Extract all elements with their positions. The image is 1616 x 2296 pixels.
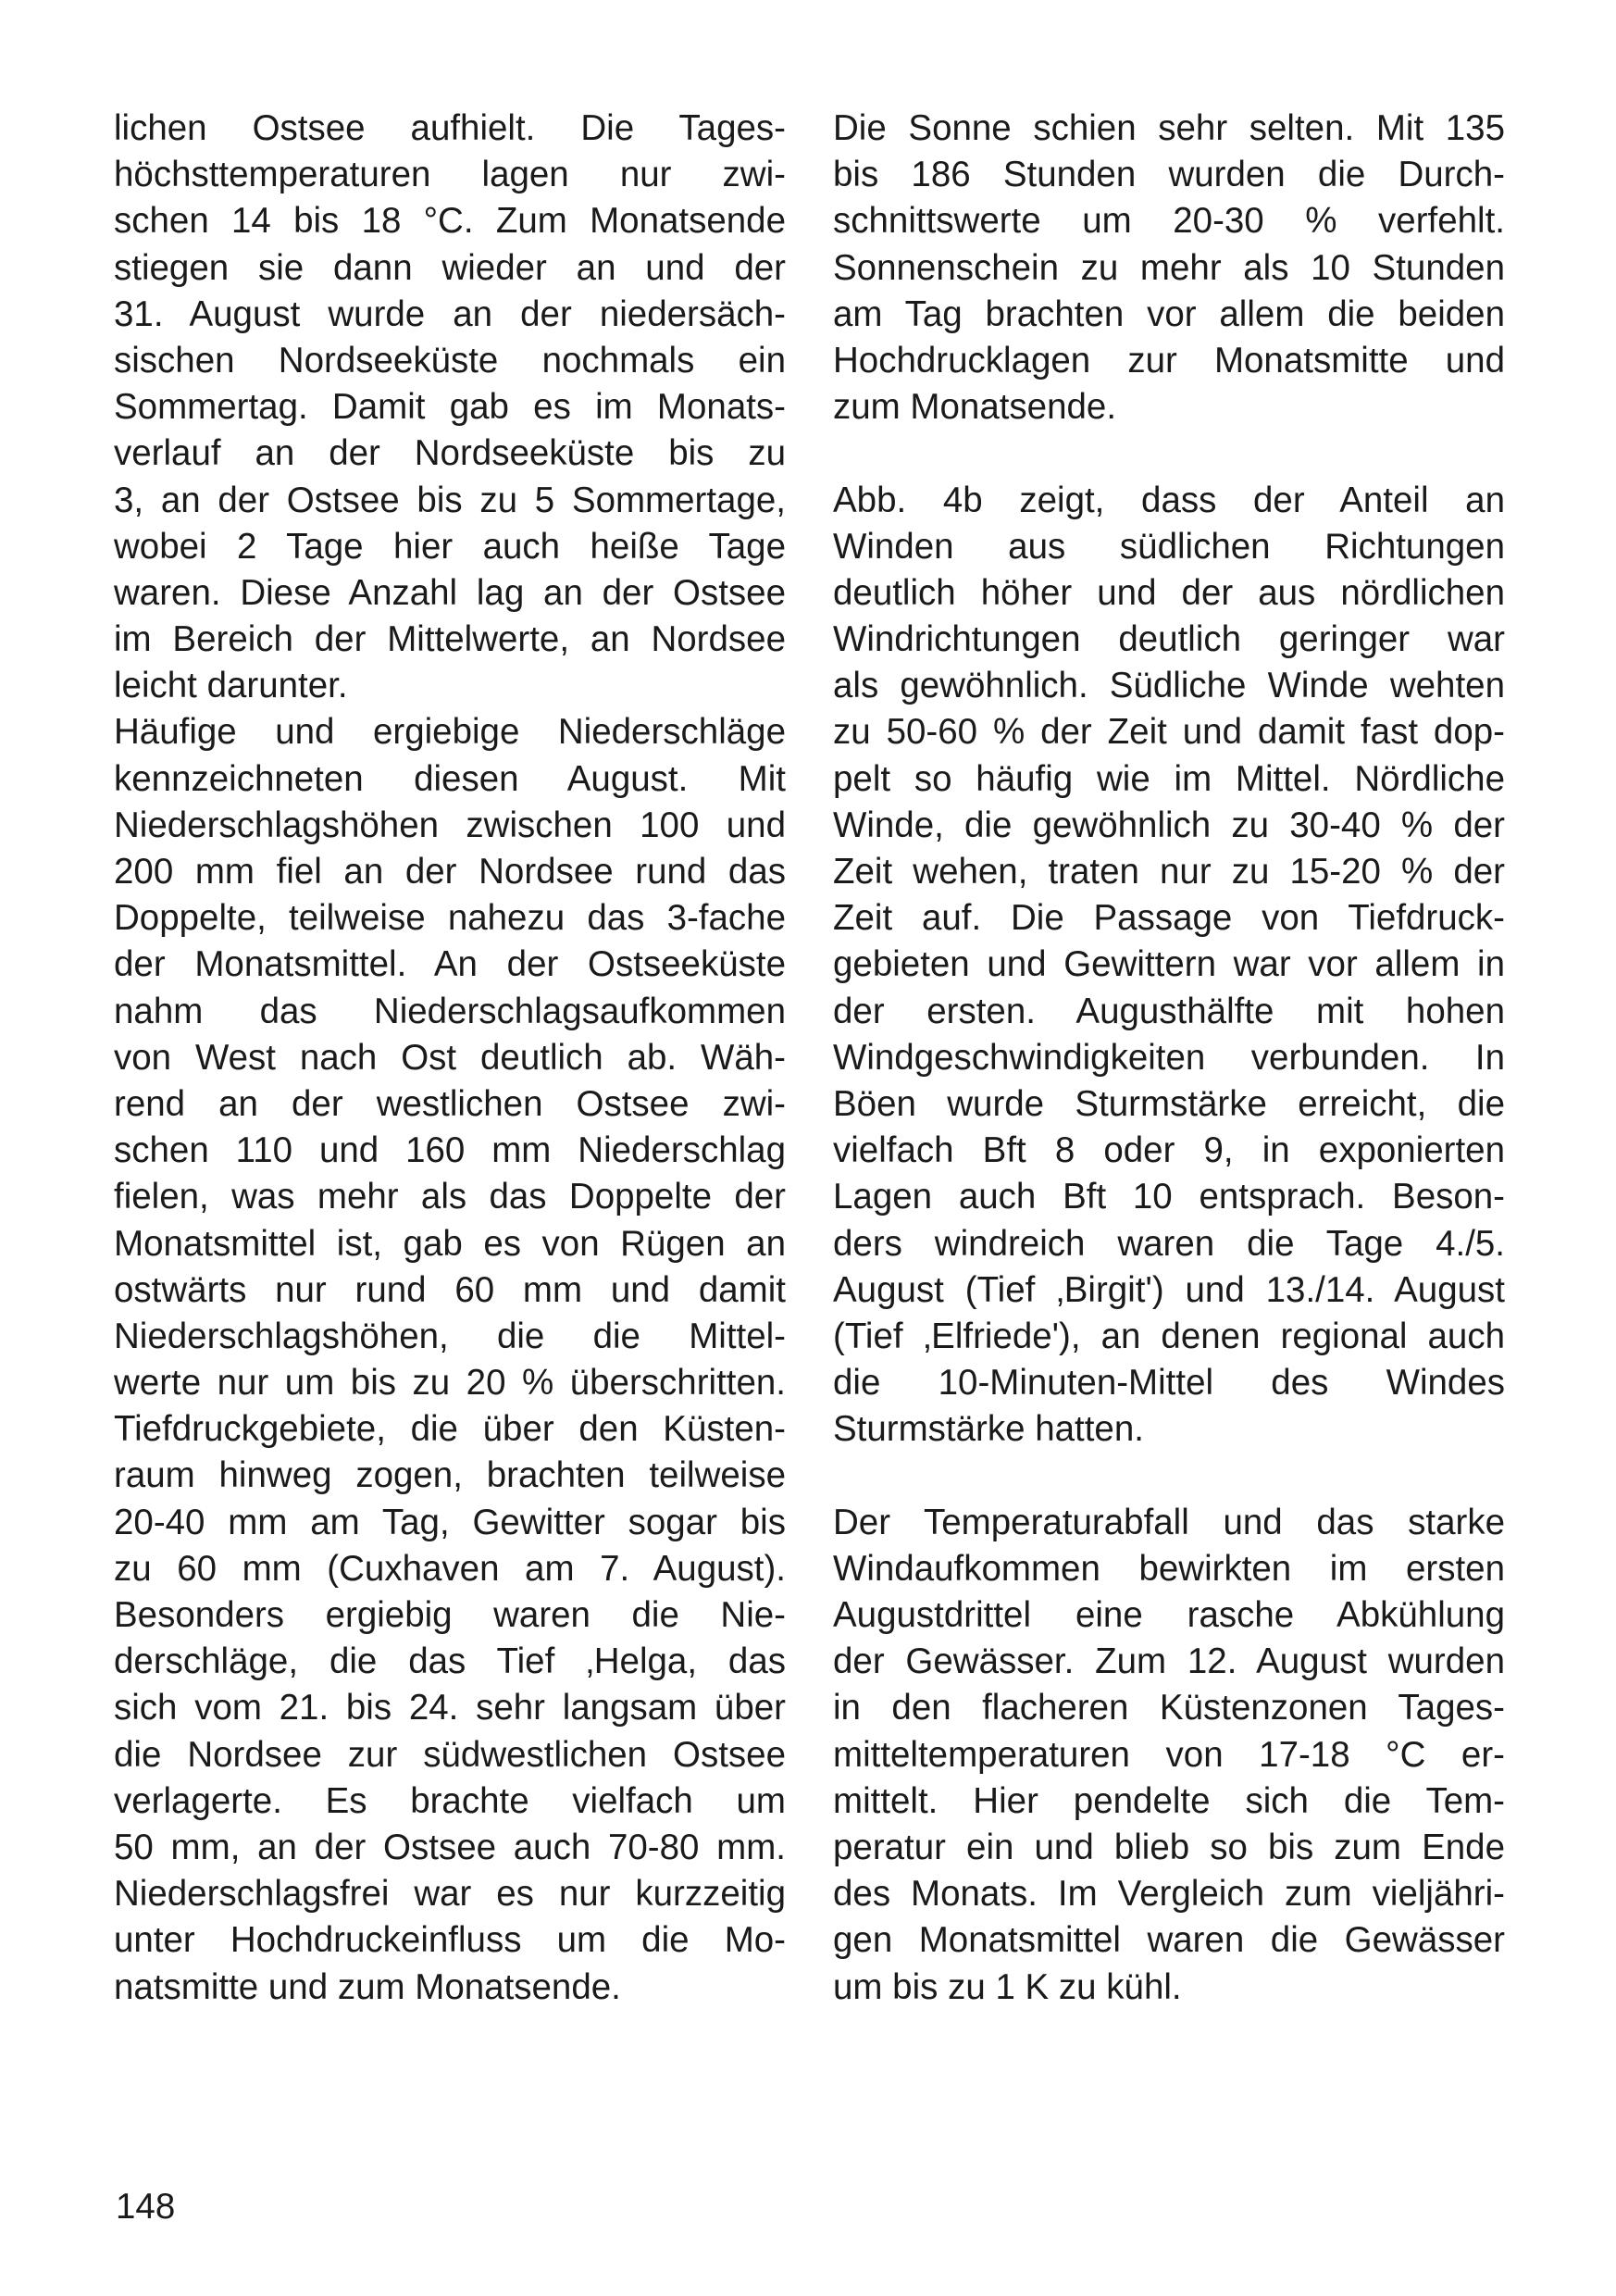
text-line: schnittswerte um 20-30 % verfehlt.	[833, 201, 1505, 242]
text-line: Abb. 4b zeigt, dass der Anteil an	[833, 480, 1505, 520]
text-line: höchsttemperaturen lagen nur zwi-	[114, 155, 786, 195]
text-line: Lagen auch Bft 10 entsprach. Beson-	[833, 1177, 1505, 1217]
text-line: deutlich höher und der aus nördlichen	[833, 572, 1505, 613]
text-line: Böen wurde Sturmstärke erreicht, die	[833, 1083, 1505, 1124]
text-line: raum hinweg zogen, brachten teilweise	[114, 1455, 786, 1496]
page-number: 148	[116, 2187, 176, 2227]
text-line: am Tag brachten vor allem die beiden	[833, 293, 1505, 334]
text-line: Windgeschwindigkeiten verbunden. In	[833, 1037, 1505, 1078]
text-line: Zeit wehen, traten nur zu 15-20 % der	[833, 852, 1505, 892]
text-line: Niederschlagshöhen, die die Mittel-	[114, 1316, 786, 1356]
text-line: Zeit auf. Die Passage von Tiefdruck-	[833, 898, 1505, 939]
text-line: leicht darunter.	[114, 666, 348, 706]
text-line: August (Tief ‚Birgit') und 13./14. August	[833, 1269, 1505, 1310]
right-text-column	[833, 106, 1505, 2011]
text-line: nahm das Niederschlagsaufkommen	[114, 991, 786, 1031]
text-line: der Monatsmittel. An der Ostseeküste	[114, 944, 786, 985]
text-line: im Bereich der Mittelwerte, an Nordsee	[114, 619, 786, 660]
text-line: 200 mm fiel an der Nordsee rund das	[114, 852, 786, 892]
text-line: sischen Nordseeküste nochmals ein	[114, 340, 786, 381]
text-line: von West nach Ost deutlich ab. Wäh-	[114, 1037, 786, 1078]
text-line: Doppelte, teilweise nahezu das 3-fache	[114, 898, 786, 939]
text-line: 31. August wurde an der niedersäch-	[114, 293, 786, 334]
paragraph-gap	[833, 430, 1505, 477]
text-line: (Tief ‚Elfriede'), an denen regional auch	[833, 1316, 1505, 1356]
text-line: ostwärts nur rund 60 mm und damit	[114, 1269, 786, 1310]
text-line: wobei 2 Tage hier auch heiße Tage	[114, 526, 786, 567]
text-line: unter Hochdruckeinfluss um die Mo-	[114, 1920, 786, 1961]
text-line: stiegen sie dann wieder an und der	[114, 247, 786, 288]
text-line: Besonders ergiebig waren die Nie-	[114, 1595, 786, 1635]
text-line: derschläge, die das Tief ‚Helga, das	[114, 1641, 786, 1682]
text-line: Die Sonne schien sehr selten. Mit 135	[833, 108, 1505, 148]
text-line: pelt so häufig wie im Mittel. Nördliche	[833, 758, 1505, 799]
text-line: der Gewässer. Zum 12. August wurden	[833, 1641, 1505, 1682]
text-line: Winde, die gewöhnlich zu 30-40 % der	[833, 805, 1505, 845]
text-line: 20-40 mm am Tag, Gewitter sogar bis	[114, 1502, 786, 1542]
text-line: verlagerte. Es brachte vielfach um	[114, 1780, 786, 1821]
text-line: Hochdrucklagen zur Monatsmitte und	[833, 340, 1505, 381]
text-line: Windaufkommen bewirkten im ersten	[833, 1548, 1505, 1589]
text-line: zum Monatsende.	[833, 387, 1117, 428]
text-line: werte nur um bis zu 20 % überschritten.	[114, 1363, 786, 1404]
text-line: Sommertag. Damit gab es im Monats-	[114, 387, 786, 428]
text-line: mittelt. Hier pendelte sich die Tem-	[833, 1780, 1505, 1821]
text-line: 3, an der Ostsee bis zu 5 Sommertage,	[114, 480, 786, 520]
text-line: bis 186 Stunden wurden die Durch-	[833, 155, 1505, 195]
text-line: waren. Diese Anzahl lag an der Ostsee	[114, 572, 786, 613]
text-line: kennzeichneten diesen August. Mit	[114, 758, 786, 799]
text-line: als gewöhnlich. Südliche Winde wehten	[833, 666, 1505, 706]
text-line: peratur ein und blieb so bis zum Ende	[833, 1827, 1505, 1867]
text-line: rend an der westlichen Ostsee zwi-	[114, 1083, 786, 1124]
text-line: vielfach Bft 8 oder 9, in exponierten	[833, 1130, 1505, 1171]
text-line: natsmitte und zum Monatsende.	[114, 1966, 621, 2007]
text-line: die 10-Minuten-Mittel des Windes	[833, 1363, 1505, 1404]
text-line: 50 mm, an der Ostsee auch 70-80 mm.	[114, 1827, 786, 1867]
text-line: lichen Ostsee aufhielt. Die Tages-	[114, 108, 786, 148]
text-line: Augustdrittel eine rasche Abkühlung	[833, 1595, 1505, 1635]
text-line: Sturmstärke hatten.	[833, 1409, 1144, 1450]
text-line: Niederschlagshöhen zwischen 100 und	[114, 805, 786, 845]
text-line: schen 14 bis 18 °C. Zum Monatsende	[114, 201, 786, 242]
left-text-column	[114, 106, 786, 2011]
text-line: gen Monatsmittel waren die Gewässer	[833, 1920, 1505, 1961]
text-line: in den flacheren Küstenzonen Tages-	[833, 1688, 1505, 1728]
text-line: mitteltemperaturen von 17-18 °C er-	[833, 1734, 1505, 1775]
text-line: schen 110 und 160 mm Niederschlag	[114, 1130, 786, 1171]
text-line: sich vom 21. bis 24. sehr langsam über	[114, 1688, 786, 1728]
text-line: fielen, was mehr als das Doppelte der	[114, 1177, 786, 1217]
text-line: Niederschlagsfrei war es nur kurzzeitig	[114, 1874, 786, 1915]
text-line: gebieten und Gewittern war vor allem in	[833, 944, 1505, 985]
text-line: Monatsmittel ist, gab es von Rügen an	[114, 1223, 786, 1264]
text-line: Sonnenschein zu mehr als 10 Stunden	[833, 247, 1505, 288]
text-line: Tiefdruckgebiete, die über den Küsten-	[114, 1409, 786, 1450]
paragraph-gap	[833, 1453, 1505, 1499]
text-line: Der Temperaturabfall und das starke	[833, 1502, 1505, 1542]
text-line: Windrichtungen deutlich geringer war	[833, 619, 1505, 660]
text-line: ders windreich waren die Tage 4./5.	[833, 1223, 1505, 1264]
text-line: um bis zu 1 K zu kühl.	[833, 1966, 1182, 2007]
text-line: zu 60 mm (Cuxhaven am 7. August).	[114, 1548, 786, 1589]
text-line: die Nordsee zur südwestlichen Ostsee	[114, 1734, 786, 1775]
text-line: Häufige und ergiebige Niederschläge	[114, 712, 786, 753]
text-line: verlauf an der Nordseeküste bis zu	[114, 433, 786, 474]
text-line: zu 50-60 % der Zeit und damit fast dop-	[833, 712, 1505, 753]
text-line: Winden aus südlichen Richtungen	[833, 526, 1505, 567]
text-line: der ersten. Augusthälfte mit hohen	[833, 991, 1505, 1031]
text-line: des Monats. Im Vergleich zum vieljähri-	[833, 1874, 1505, 1915]
